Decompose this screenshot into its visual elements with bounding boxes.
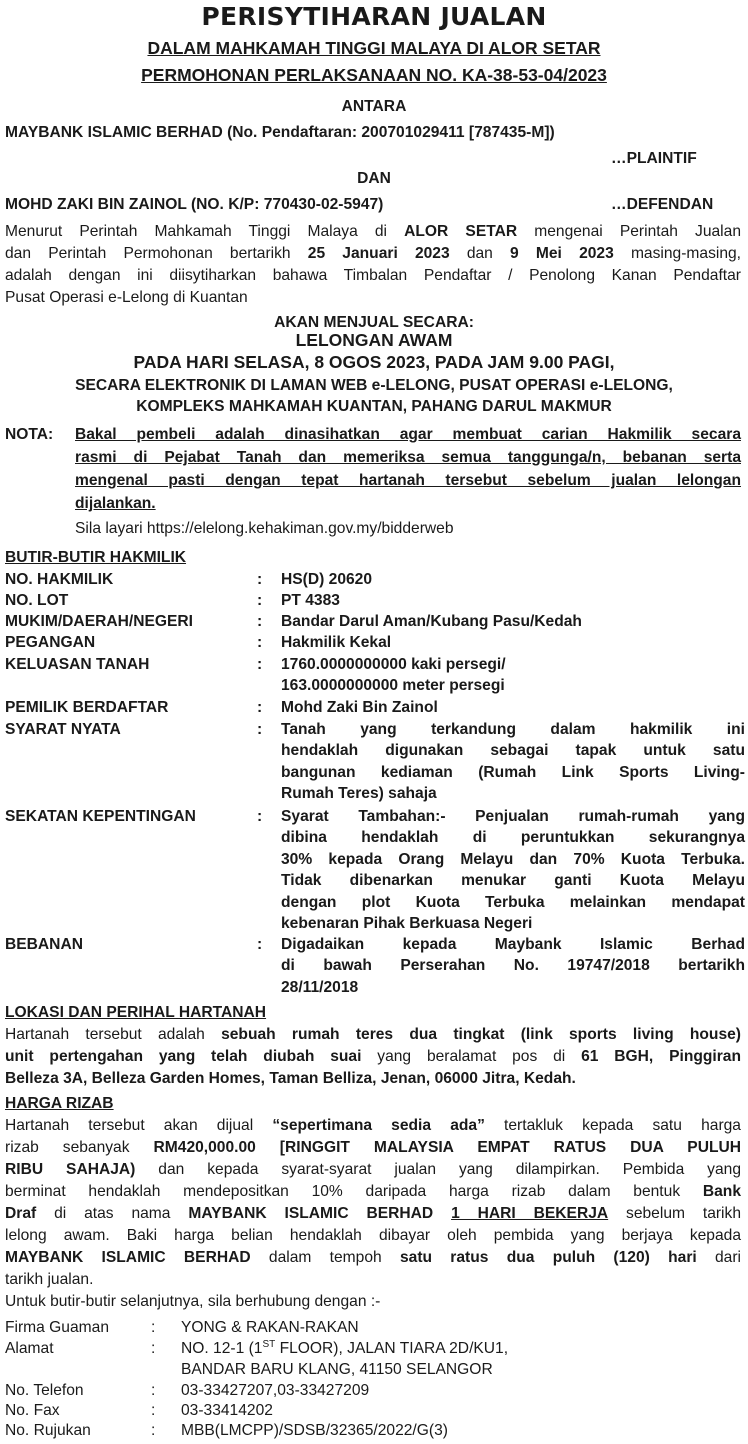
detail-value: HS(D) 20620 (281, 571, 373, 588)
detail-colon: : (257, 808, 263, 825)
detail-colon: : (257, 571, 263, 588)
detail-colon: : (257, 613, 263, 630)
between-label: ANTARA (341, 98, 407, 115)
detail-label: PEGANGAN (5, 634, 96, 651)
contact-value: 03-33427207,03-33427209 (181, 1382, 370, 1399)
contact-value: NO. 12-1 (1ST FLOOR), JALAN TIARA 2D/KU1, (181, 1338, 509, 1357)
location-text: Hartanah tersebut adalah sebuah rumah teres dua tingkat (link sports living house) (5, 1026, 741, 1043)
nota-text: dijalankan. (75, 495, 156, 512)
intro-line: dan Perintah Permohonan bertarikh 25 Januari 2023 dan 9 Mei 2023 masing-masing, (5, 245, 742, 262)
detail-label: KELUASAN TANAH (5, 656, 150, 673)
detail-label: SYARAT NYATA (5, 721, 121, 738)
detail-value: Digadaikan kepada Maybank Islamic Berhad di bawah Perserahan No. 19747/2018 bertarikh 28/11/2018 (281, 936, 745, 996)
reserve-text: Draf di atas nama MAYBANK ISLAMIC BERHAD 1 HARI BEKERJA sebelum tarikh (5, 1205, 741, 1222)
detail-value: Mohd Zaki Bin Zainol (281, 699, 438, 716)
reserve-text: berminat hendaklah mendepositkan 10% daripada harga rizab dalam bentuk Bank (5, 1183, 741, 1200)
nota-text: rasmi di Pejabat Tanah dan memeriksa semua tanggunga/n, bebanan serta (75, 449, 741, 466)
contact-label: Alamat (5, 1340, 54, 1357)
nota-text: mengenal pasti dengan tepat hartanah tersebut sebelum jualan lelongan (75, 472, 741, 489)
reserve-heading: HARGA RIZAB (5, 1095, 114, 1112)
reserve-text: Hartanah tersebut akan dijual “sepertimana sedia ada” tertakluk kepada satu harga (5, 1117, 741, 1134)
contact-colon: : (151, 1402, 156, 1419)
detail-label: SEKATAN KEPENTINGAN (5, 808, 196, 825)
reserve-text: RIBU SAHAJA) dan kepada syarat-syarat jualan yang dilampirkan. Pembida yang (5, 1161, 741, 1178)
intro-line: Menurut Perintah Mahkamah Tinggi Malaya di ALOR SETAR mengenai Perintah Jualan (5, 223, 741, 240)
contact-colon: : (151, 1340, 156, 1357)
auction-venue: KOMPLEKS MAHKAMAH KUANTAN, PAHANG DARUL MAKMUR (136, 398, 612, 415)
detail-value: Tanah yang terkandung dalam hakmilik ini hendaklah digunakan sebagai tapak untuk satu bangunan kediaman (Rumah Link Sports Living- Rumah Teres) sahaja (281, 721, 745, 803)
detail-label: NO. HAKMILIK (5, 571, 114, 588)
title-details-heading: BUTIR-BUTIR HAKMILIK (5, 549, 187, 566)
nota-label: NOTA: (5, 426, 54, 443)
defendant-role: …DEFENDAN (611, 196, 714, 213)
detail-colon: : (257, 699, 263, 716)
detail-colon: : (257, 721, 263, 738)
auction-heading: AKAN MENJUAL SECARA: (274, 314, 474, 331)
contact-colon: : (151, 1319, 156, 1336)
detail-colon: : (257, 592, 263, 609)
auction-type: LELONGAN AWAM (295, 330, 453, 350)
contact-value: YONG & RAKAN-RAKAN (181, 1319, 359, 1336)
detail-value: 1760.0000000000 kaki persegi/ 163.0000000000 meter persegi (281, 656, 506, 695)
elelong-link[interactable]: Sila layari https://elelong.kehakiman.gov.my/bidderweb (75, 520, 454, 537)
plaintiff-role: …PLAINTIF (611, 150, 697, 167)
reserve-text: Untuk butir-butir selanjutnya, sila berhubung dengan :- (5, 1293, 381, 1310)
reserve-text: MAYBANK ISLAMIC BERHAD dalam tempoh satu ratus dua puluh (120) hari dari (5, 1249, 741, 1266)
auction-venue: SECARA ELEKTRONIK DI LAMAN WEB e-LELONG, PUSAT OPERASI e-LELONG, (75, 377, 673, 394)
reserve-text: tarikh jualan. (5, 1271, 94, 1288)
contact-colon: : (151, 1422, 156, 1439)
intro-line: Pusat Operasi e-Lelong di Kuantan (5, 289, 248, 306)
plaintiff-name: MAYBANK ISLAMIC BERHAD (No. Pendaftaran: 200701029411 [787435-M]) (5, 124, 555, 141)
detail-label: PEMILIK BERDAFTAR (5, 699, 169, 716)
detail-label: MUKIM/DAERAH/NEGERI (5, 613, 193, 630)
detail-value: Syarat Tambahan:- Penjualan rumah-rumah yang dibina hendaklah di peruntukkan sekurangnya 30% kepada Orang Melayu dan 70% Kuota Terbuka. Tidak dibenarkan menukar ganti Kuota Melayu dengan plot Kuota Terbuka melainkan mendapat kebenaran Pihak Berkuasa Negeri (281, 808, 745, 933)
nota-text: Bakal pembeli adalah dinasihatkan agar membuat carian Hakmilik secara (75, 426, 741, 443)
defendant-name: MOHD ZAKI BIN ZAINOL (NO. K/P: 770430-02-5947) (5, 196, 384, 213)
auction-date: PADA HARI SELASA, 8 OGOS 2023, PADA JAM 9.00 PAGI, (133, 352, 615, 372)
detail-value: Hakmilik Kekal (281, 634, 392, 651)
intro-line: adalah dengan ini diisytiharkan bahawa Timbalan Pendaftar / Penolong Kanan Pendaftar (5, 267, 741, 284)
contact-label: Firma Guaman (5, 1319, 109, 1336)
contact-colon: : (151, 1382, 156, 1399)
and-label: DAN (357, 170, 391, 187)
detail-colon: : (257, 656, 263, 673)
reserve-text: lelong awam. Baki harga belian hendaklah dibayar oleh pembida yang berjaya kepada (5, 1227, 741, 1244)
location-heading: LOKASI DAN PERIHAL HARTANAH (5, 1004, 267, 1021)
detail-colon: : (257, 936, 263, 953)
location-text: Belleza 3A, Belleza Garden Homes, Taman Belliza, Jenan, 06000 Jitra, Kedah. (5, 1070, 576, 1087)
detail-value: Bandar Darul Aman/Kubang Pasu/Kedah (281, 613, 582, 630)
contact-value: MBB(LMCPP)/SDSB/32365/2022/G(3) (181, 1422, 448, 1439)
detail-colon: : (257, 634, 263, 651)
contact-label: No. Telefon (5, 1382, 84, 1399)
contact-value: 03-33414202 (181, 1402, 273, 1419)
case-number: PERMOHONAN PERLAKSANAAN NO. KA-38-53-04/2023 (141, 65, 607, 85)
contact-value: BANDAR BARU KLANG, 41150 SELANGOR (181, 1361, 493, 1378)
notice-title: PERISYTIHARAN JUALAN (201, 2, 547, 31)
detail-value: PT 4383 (281, 592, 340, 609)
contact-label: No. Fax (5, 1402, 60, 1419)
reserve-text: rizab sebanyak RM420,000.00 [RINGGIT MALAYSIA EMPAT RATUS DUA PULUH (5, 1139, 742, 1156)
contact-label: No. Rujukan (5, 1422, 91, 1439)
court-name: DALAM MAHKAMAH TINGGI MALAYA DI ALOR SETAR (147, 38, 601, 58)
detail-label: NO. LOT (5, 592, 69, 609)
detail-label: BEBANAN (5, 936, 83, 953)
location-text: unit pertengahan yang telah diubah suai yang beralamat pos di 61 BGH, Pinggiran (5, 1048, 741, 1065)
